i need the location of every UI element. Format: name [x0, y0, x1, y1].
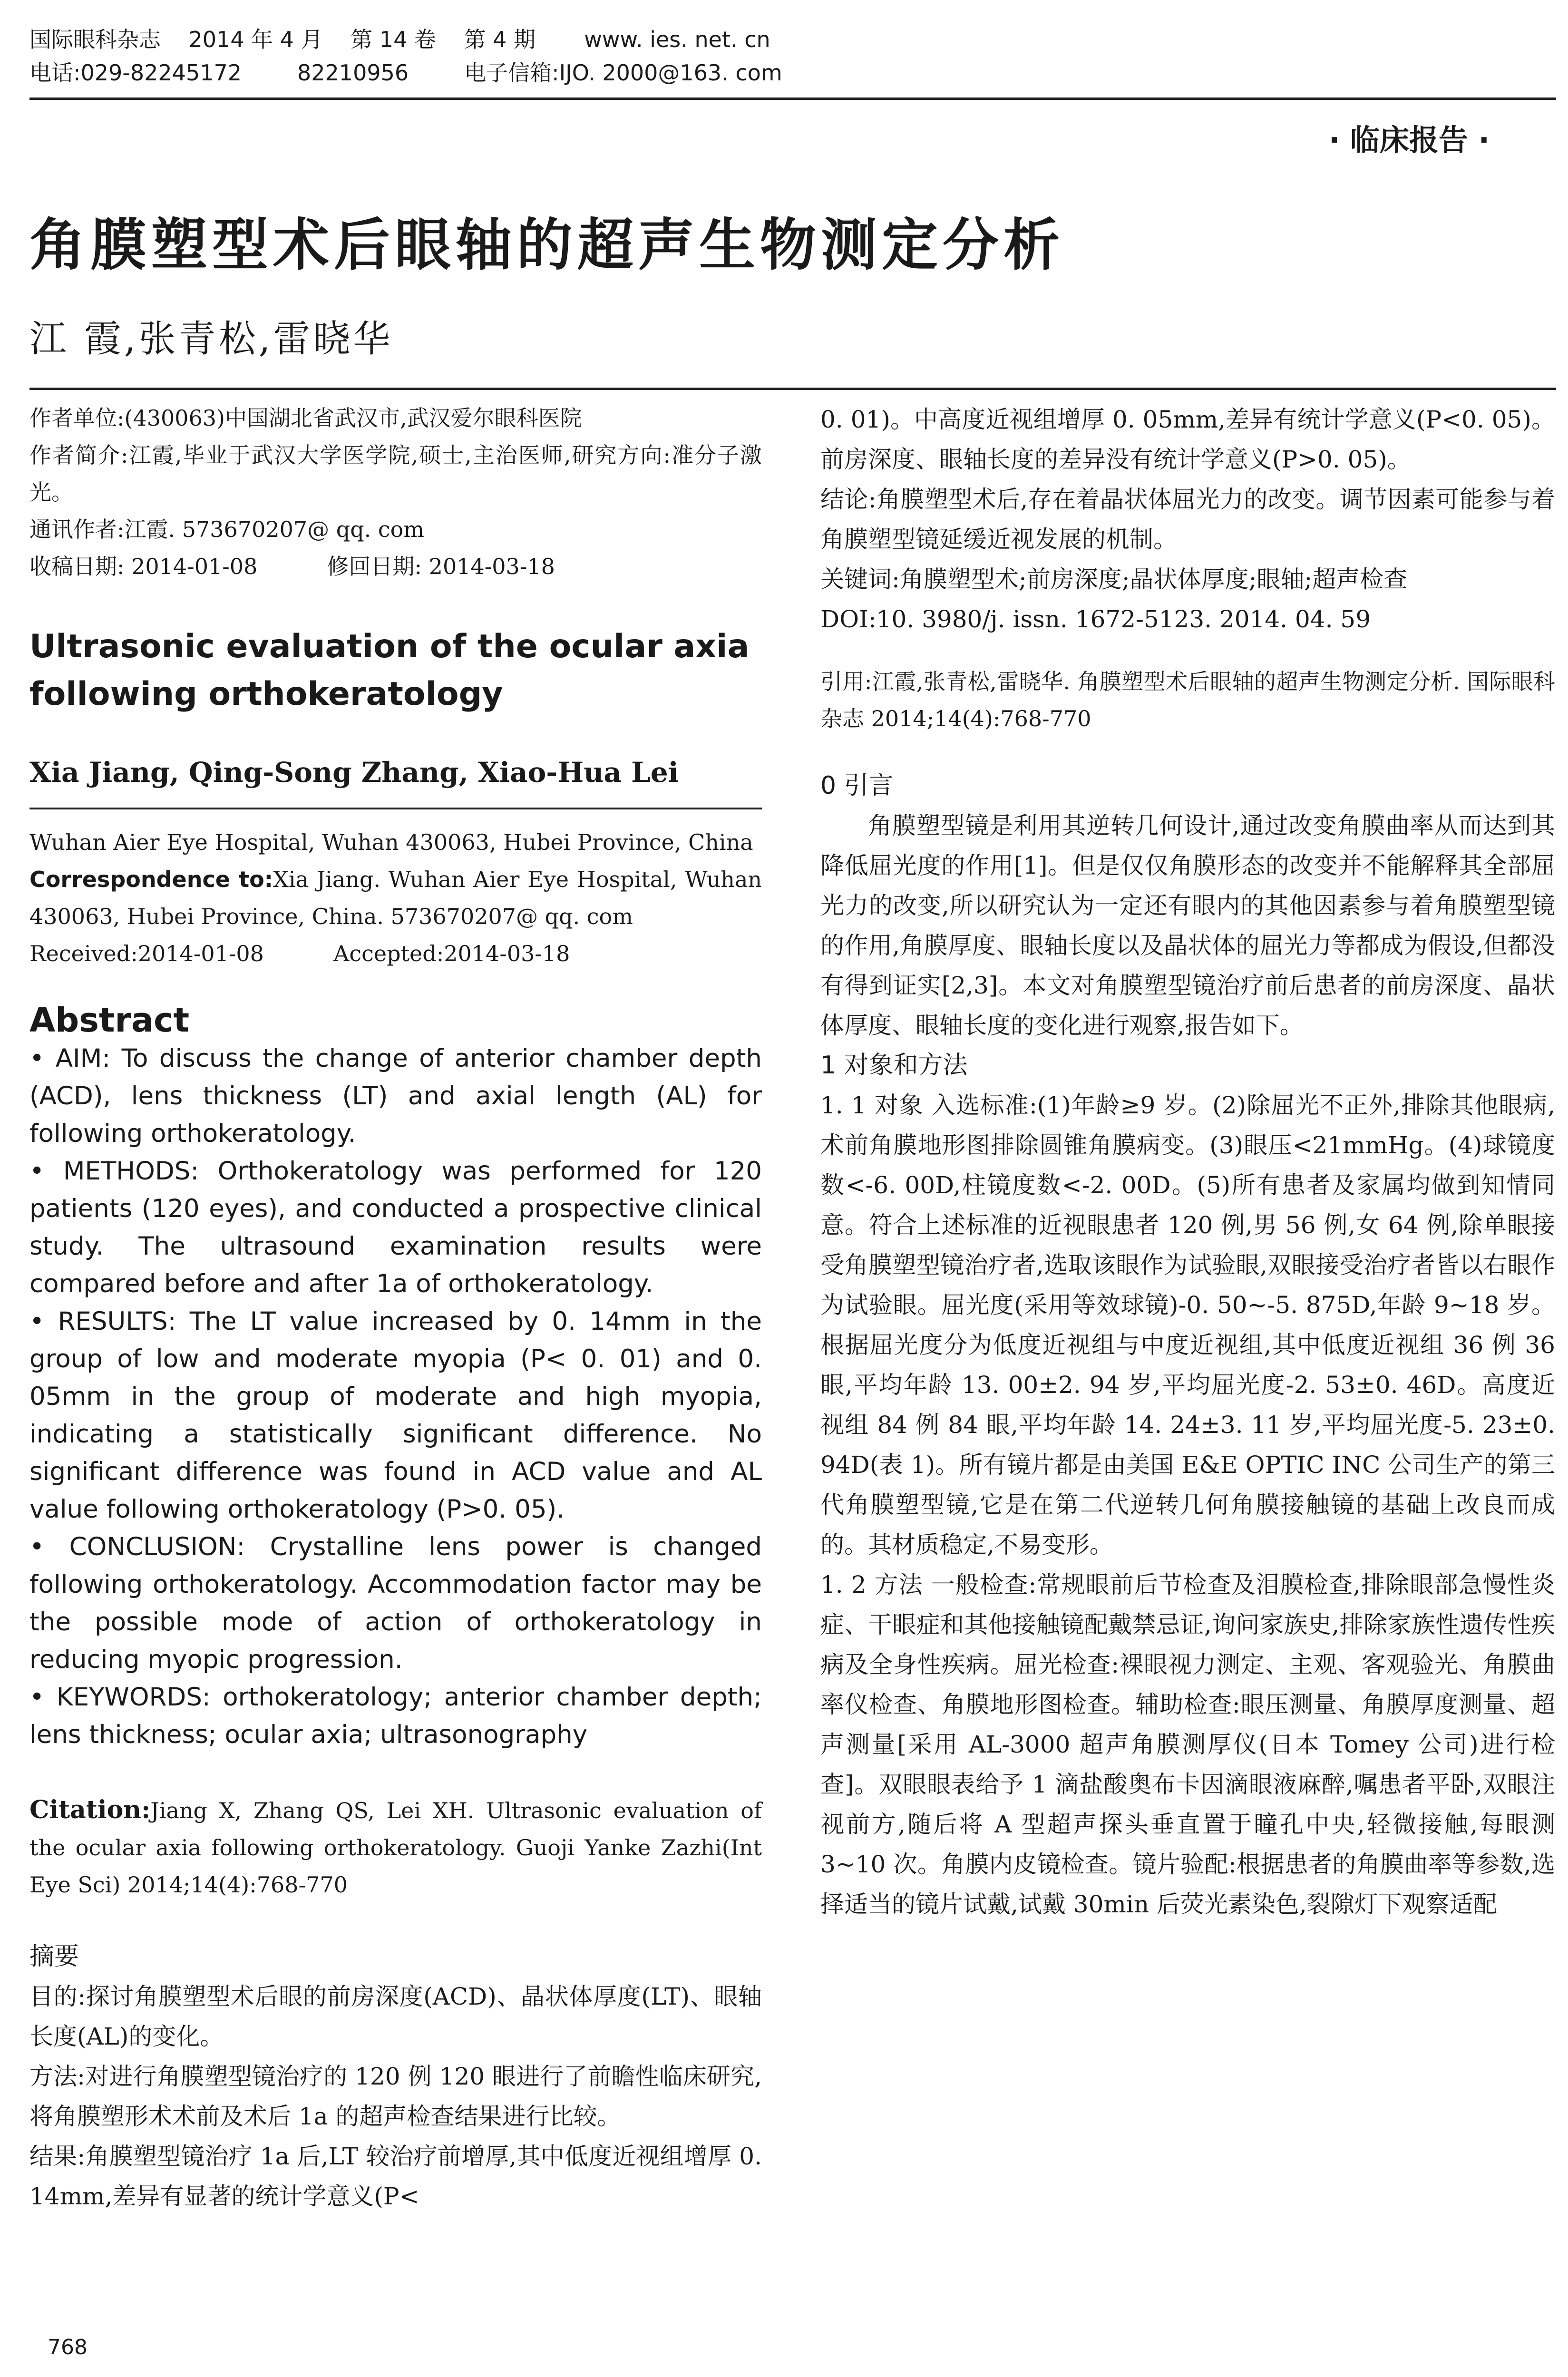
english-affiliation: Wuhan Aier Eye Hospital, Wuhan 430063, Hubei Province, China — [29, 829, 753, 855]
journal-header — [29, 23, 1556, 89]
chinese-keywords: 关键词:角膜塑型术;前房深度;晶状体厚度;眼轴;超声检查 — [820, 565, 1408, 593]
chinese-results: 结果:角膜塑型镜治疗 1a 后,LT 较治疗前增厚,其中低度近视组增厚 0. 14mm,差异有显著的统计学意义(P< — [29, 2143, 762, 2210]
abstract-heading: Abstract — [29, 1001, 190, 1040]
doi: DOI:10. 3980/j. issn. 1672-5123. 2014. 04. 59 — [820, 605, 1371, 633]
author-bio-line: 作者简介:江霞,毕业于武汉大学医学院,硕士,主治医师,研究方向:准分子激光。 — [29, 442, 762, 505]
english-title: Ultrasonic evaluation of the ocular axia following orthokeratology — [29, 628, 750, 713]
english-authors-rule — [29, 808, 762, 809]
abstract-methods: • METHODS: Orthokeratology was performed for 120 patients (120 eyes), and conducted a prospective clinical study. The ultrasound examination results were compared before and after 1a of orthokeratology. — [29, 1157, 762, 1298]
abstract-keywords: • KEYWORDS: orthokeratology; anterior chamber depth; lens thickness; ocular axia; ultrasonography — [29, 1683, 762, 1749]
section-1-2-paragraph: 1. 2 方法 一般检查:常规眼前后节检查及泪膜检查,排除眼部急慢性炎症、干眼症和其他接触镜配戴禁忌证,询问家族史,排除家族性遗传性疾病及全身性疾病。屈光检查:裸眼视力测定、主观、客观验光、角膜曲率仪检查、角膜地形图检查。辅助检查:眼压测量、角膜厚度测量、超声测量[采用 AL-3000 超声角膜测厚仪(日本 Tomey 公司)进行检查]。双眼眼表给予 1 滴盐酸奥布卡因滴眼液麻醉,嘱患者平卧,双眼注视前方,随后将 A 型超声探头垂直置于瞳孔中央,轻微接触,每眼测 3~10 次。角膜内皮镜检查。镜片验配:根据患者的角膜曲率等参数,选择适当的镜片试戴,试戴 30min 后荧光素染色,裂隙灯下观察适配 — [820, 1571, 1555, 1918]
correspondence-line: 通讯作者:江霞. 573670207@ qq. com — [29, 516, 424, 542]
header-rule — [29, 97, 1556, 100]
chinese-conclusion: 结论:角膜塑型术后,存在着晶状体屈光力的改变。调节因素可能参与着角膜塑型镜延缓近视发展的机制。 — [820, 486, 1555, 553]
chinese-methods: 方法:对进行角膜塑型镜治疗的 120 例 120 眼进行了前瞻性临床研究,将角膜塑形术术前及术后 1a 的超声检查结果进行比较。 — [29, 2063, 762, 2130]
chinese-aim: 目的:探讨角膜塑型术后眼的前房深度(ACD)、晶状体厚度(LT)、眼轴长度(AL)的变化。 — [29, 1983, 762, 2050]
left-column — [29, 399, 762, 2216]
abstract-aim: • AIM: To discuss the change of anterior chamber depth (ACD), lens thickness (LT) and axial length (AL) for following orthokeratology. — [29, 1044, 762, 1148]
correspondence-text: Xia Jiang. Wuhan Aier Eye Hospital, Wuhan 430063, Hubei Province, China. 573670207@ qq. com — [29, 867, 762, 929]
english-authors: Xia Jiang, Qing-Song Zhang, Xiao-Hua Lei — [29, 756, 679, 789]
citation — [29, 1792, 762, 1903]
received-accepted: Received:2014-01-08 Accepted:2014-03-18 — [29, 941, 570, 966]
abstract-conclusion: • CONCLUSION: Crystalline lens power is changed following orthokeratology. Accommodation factor may be the possible mode of action of orthokeratology in reducing myopic progression. — [29, 1532, 762, 1674]
correspondence-label: Correspondence to: — [29, 867, 273, 892]
dates-line: 收稿日期: 2014-01-08 修回日期: 2014-03-18 — [29, 554, 555, 579]
section-1-1-paragraph: 1. 1 对象 入选标准:(1)年龄≥9 岁。(2)除屈光不正外,排除其他眼病,术前角膜地形图排除圆锥角膜病变。(3)眼压<21mmHg。(4)球镜度数<-6. 00D,柱镜度数<-2. 00D。(5)所有患者及家属均做到知情同意。符合上述标准的近视眼患者 120 例,男 56 例,女 64 例,除单眼接受角膜塑型镜治疗者,选取该眼作为试验眼,双眼接受治疗者皆以右眼作为试验眼。屈光度(采用等效球镜)-0. 50~-5. 875D,年龄 9~18 岁。根据屈光度分为低度近视组与中度近视组,其中低度近视组 36 例 36 眼,平均年龄 13. 00±2. 94 岁,平均屈光度-2. 53±0. 46D。高度近视组 84 例 84 眼,平均年龄 14. 24±3. 11 岁,平均屈光度-5. 23±0. 94D(表 1)。所有镜片都是由美国 E&E OPTIC INC 公司生产的第三代角膜塑型镜,它是在第二代逆转几何角膜接触镜的基础上改良而成的。其材质稳定,不易变形。 — [820, 1091, 1555, 1559]
affiliation-line: 作者单位:(430063)中国湖北省武汉市,武汉爱尔眼科医院 — [29, 405, 582, 431]
intro-heading: 0 引言 — [820, 771, 894, 800]
chinese-citation: 引用:江霞,张青松,雷晓华. 角膜塑型术后眼轴的超声生物测定分析. 国际眼科杂志 2014;14(4):768-770 — [820, 669, 1555, 731]
header-line-2: 电话:029-82245172 82210956 电子信箱:IJO. 2000@163. com — [29, 60, 782, 86]
title-rule — [29, 388, 1556, 390]
header-line-1: 国际眼科杂志 2014 年 4 月 第 14 卷 第 4 期 www. ies. net. cn — [29, 27, 770, 52]
intro-paragraph: 角膜塑型镜是利用其逆转几何设计,通过改变角膜曲率从而达到其降低屈光度的作用[1]。但是仅仅角膜形态的改变并不能解释其全部屈光力的改变,所以研究认为一定还有眼内的其他因素参与着角膜塑型镜的作用,角膜厚度、眼轴长度以及晶状体的屈光力等都成为假设,但都没有得到证实[2,3]。本文对角膜塑型镜治疗前后患者的前房深度、晶状体厚度、眼轴长度的变化进行观察,报告如下。 — [820, 812, 1555, 1039]
abstract-results: • RESULTS: The LT value increased by 0. 14mm in the group of low and moderate myopia (P< 0. 01) and 0. 05mm in the group of moderate and high myopia, indicating a statistically significant difference. No significant difference was found in ACD value and AL value following orthokeratology (P>0. 05). — [29, 1307, 762, 1524]
article-authors: 江 霞,张青松,雷晓华 — [29, 318, 393, 360]
english-correspondence — [29, 861, 762, 935]
page-number: 768 — [48, 2335, 88, 2359]
chinese-results-continued: 0. 01)。中高度近视组增厚 0. 05mm,差异有统计学意义(P<0. 05)。前房深度、眼轴长度的差异没有统计学意义(P>0. 05)。 — [820, 406, 1555, 473]
citation-label: Citation: — [29, 1795, 151, 1824]
section-tag: · 临床报告 · — [1328, 123, 1490, 157]
chinese-abstract-heading: 摘要 — [29, 1942, 79, 1971]
affiliation-block — [29, 399, 762, 585]
right-column — [820, 399, 1555, 1924]
citation-text: Jiang X, Zhang QS, Lei XH. Ultrasonic evaluation of the ocular axia following orthokeratology. Guoji Yanke Zazhi(Int Eye Sci) 2014;14(4):768-770 — [29, 1798, 762, 1898]
article-title: 角膜塑型术后眼轴的超声生物测定分析 — [29, 212, 1065, 278]
section-1-heading: 1 对象和方法 — [820, 1051, 968, 1080]
